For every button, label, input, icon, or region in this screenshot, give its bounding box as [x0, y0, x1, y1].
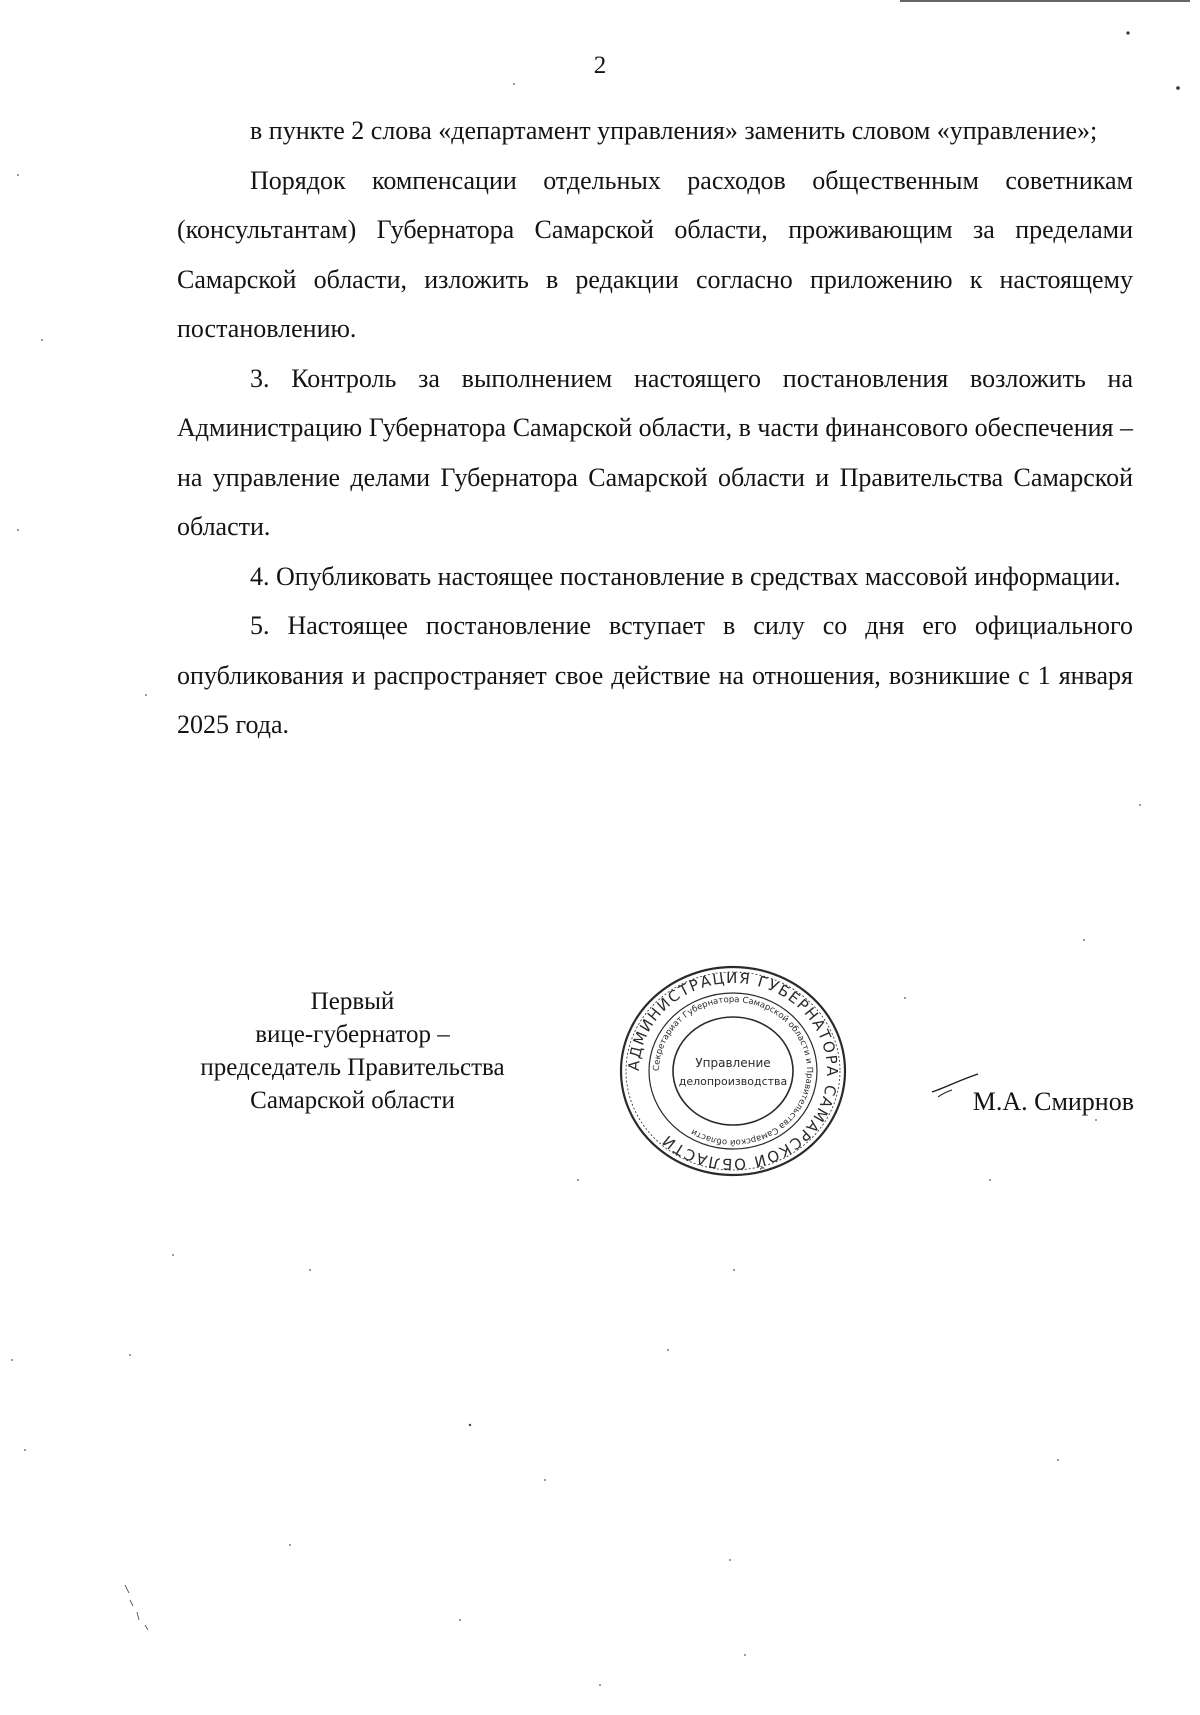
seal-outer-text: АДМИНИСТРАЦИЯ ГУБЕРНАТОРА САМАРСКОЙ ОБЛАСТИ: [624, 968, 842, 1174]
signatory-name: М.А. Смирнов: [972, 1087, 1134, 1116]
paragraph-amendment-point-2: в пункте 2 слова «департамент управления» заменить словом «управление»;: [250, 116, 1098, 145]
paragraph-publication: 4. Опубликовать настоящее постановление в средствах массовой информации.: [250, 561, 1121, 591]
signatory-position-line: вице-губернатор –: [255, 1021, 450, 1048]
seal-inner-ring: [673, 1017, 793, 1125]
paragraph-control: 3. Контроль за выполнением настоящего постановления возложить на Администрацию Губернатора Самарской области, в части финансового обеспечения – на управление делами Губернатора Самарской области и Правительства Самарской области.: [177, 363, 1133, 541]
page-number: 2: [593, 52, 607, 79]
signatory-position-line: Первый: [310, 988, 395, 1015]
seal-inner-text: Секретариат Губернатора Самарской области и Правительства Самарской области: [651, 994, 815, 1148]
signatory-position-line: председатель Правительства: [200, 1054, 505, 1081]
paragraph-compensation-procedure: Порядок компенсации отдельных расходов общественным советникам (консультантам) Губернатора Самарской области, проживающим за пределами Самарской области, изложить в редакции согласно приложению к настоящему постановлению.: [177, 165, 1133, 343]
official-seal: [615, 961, 851, 1181]
document-body: [177, 106, 1133, 750]
signatory-position-line: Самарской области: [250, 1087, 455, 1114]
seal-center-line: делопроизводства: [678, 1075, 788, 1088]
signatory-position: [170, 985, 535, 1117]
seal-center-line: Управление: [695, 1056, 771, 1070]
paragraph-entry-into-force: 5. Настоящее постановление вступает в силу со дня его официального опубликования и распространяет свое действие на отношения, возникшие с 1 января 2025 года.: [177, 611, 1133, 739]
